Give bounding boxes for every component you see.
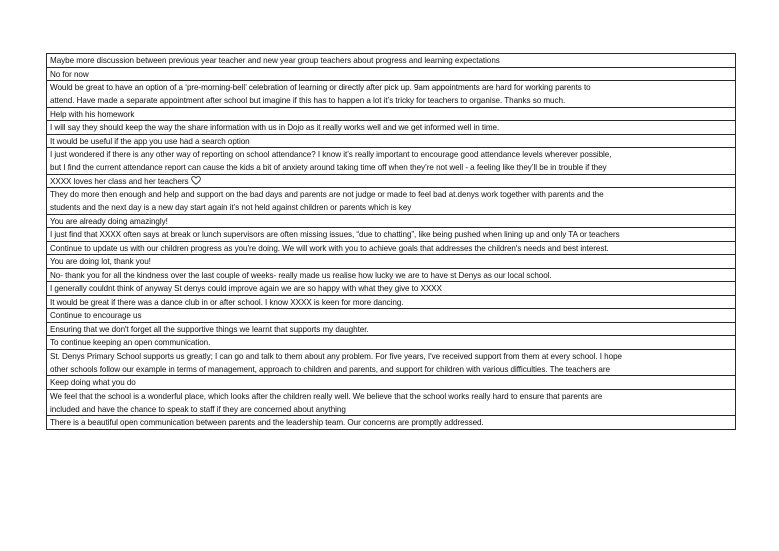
row-text-line: students and the next day is a new day start again it’s not held against children or parents which is key bbox=[50, 203, 412, 213]
row-text-line: Continue to encourage us bbox=[50, 311, 142, 320]
table-row bbox=[47, 228, 735, 242]
row-text-line: Keep doing what you do bbox=[50, 378, 136, 387]
table-row bbox=[47, 296, 735, 310]
row-text-line: It would be useful if the app you use had a search option bbox=[50, 136, 250, 146]
table-row bbox=[47, 68, 735, 82]
row-text-line: attend. Have made a separate appointment after school but imagine if this has to happen a lot it’s tricky for teachers to organise. Thanks so much. bbox=[50, 96, 566, 106]
table-row bbox=[47, 108, 735, 122]
table-row bbox=[47, 188, 735, 215]
row-text-line: Maybe more discussion between previous year teacher and new year group teachers about progress and learning expectations bbox=[50, 56, 500, 65]
table-row bbox=[47, 121, 735, 135]
table-row bbox=[47, 255, 735, 269]
table-row bbox=[47, 416, 735, 430]
feedback-table bbox=[46, 53, 736, 430]
row-text-line: It would be great if there was a dance club in or after school. I know XXXX is keen for more dancing. bbox=[50, 297, 404, 307]
table-row bbox=[47, 215, 735, 229]
row-text-line: I will say they should keep the way the share information with us in Dojo as it really works well and we get informed well in time. bbox=[50, 123, 500, 132]
table-row bbox=[47, 148, 735, 175]
table-row bbox=[47, 309, 735, 323]
table-row bbox=[47, 242, 735, 256]
row-text-line: St. Denys Primary School supports us greatly; I can go and talk to them about any problem. For five years, I've received support from them at every school. I hope bbox=[50, 351, 622, 361]
table-row bbox=[47, 175, 735, 189]
row-text-line: I just find that XXXX often says at break or lunch supervisors are often missing issues, “due to chatting”, like being pushed when lining up and only TA or teachers bbox=[50, 230, 620, 239]
row-text-line: I generally couldnt think of anyway St denys could improve again we are so happy with what they give to XXXX bbox=[50, 284, 442, 293]
row-text-line: No for now bbox=[50, 69, 89, 79]
row-text-line: You are already doing amazingly! bbox=[50, 216, 168, 226]
heart-outline-icon bbox=[191, 176, 201, 185]
row-text-line: I just wondered if there is any other way of reporting on school attendance? I know it’s really important to encourage good attendance levels wherever possible, bbox=[50, 150, 612, 159]
row-text-line: We feel that the school is a wonderful place, which looks after the children really well. We believe that the school works really hard to ensure that parents are bbox=[50, 391, 603, 401]
row-text-line bbox=[50, 175, 732, 188]
row-text-line: You are doing lot, thank you! bbox=[50, 257, 151, 266]
row-text-line: Would be great to have an option of a ‘pre-morning-bell’ celebration of learning or directly after pick up. 9am appointments are hard for working parents to bbox=[50, 83, 591, 92]
table-row bbox=[47, 54, 735, 68]
row-text: XXXX loves her class and her teachers bbox=[50, 176, 189, 186]
row-text-line: other schools follow our example in terms of management, approach to children and parents, and support for children with various difficulties. The teachers are bbox=[50, 364, 610, 374]
row-text-line: To continue keeping an open communication. bbox=[50, 338, 211, 347]
row-text-line: Help with his homework bbox=[50, 109, 135, 119]
row-text-line: Ensuring that we don't forget all the supportive things we learnt that supports my daughter. bbox=[50, 324, 369, 334]
table-row bbox=[47, 323, 735, 337]
table-row bbox=[47, 81, 735, 108]
table-row bbox=[47, 390, 735, 417]
row-text-line: but I find the current attendance report can cause the kids a bit of anxiety around taking time off when they’re not well - a feeling like they’ll be in trouble if they bbox=[50, 163, 607, 173]
row-text-line: They do more then enough and help and support on the bad days and parents are not judge or made to feel bad at.denys work together with parents and the bbox=[50, 190, 604, 199]
table-row bbox=[47, 135, 735, 149]
table-row bbox=[47, 282, 735, 296]
row-text-line: There is a beautiful open communication between parents and the leadership team. Our concerns are promptly addressed. bbox=[50, 418, 484, 427]
row-text-line: No- thank you for all the kindness over the last couple of weeks- really made us realise how lucky we are to have st Denys as our local school. bbox=[50, 270, 552, 280]
table-row bbox=[47, 269, 735, 283]
table-row bbox=[47, 350, 735, 377]
row-text-line: Continue to update us with our children progress as you're doing. We will work with you to achieve goals that addresses the children's needs and best interest. bbox=[50, 243, 609, 253]
row-text-line: included and have the chance to speak to staff if they are concerned about anything bbox=[50, 404, 346, 414]
table-row bbox=[47, 336, 735, 350]
table-row bbox=[47, 376, 735, 390]
